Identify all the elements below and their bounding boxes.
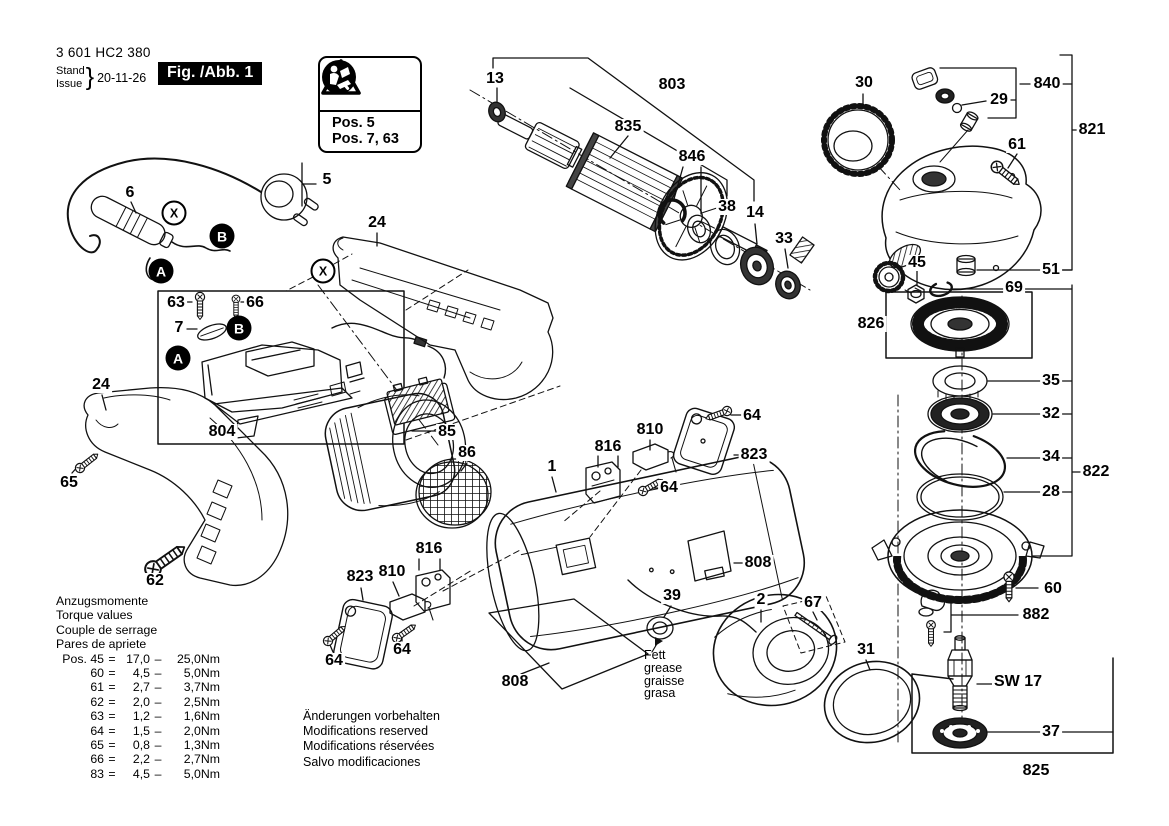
torque-cell: = [108, 709, 116, 724]
title-block [56, 45, 151, 92]
part-callout-60: 60 [1044, 580, 1062, 597]
part-callout-803: 803 [658, 76, 686, 93]
torque-cell: = [108, 666, 116, 681]
assembly-marker-a: A [149, 259, 174, 284]
part-callout-826: 826 [857, 315, 885, 332]
torque-cell: 2,0Nm [183, 723, 220, 738]
part-callout-28: 28 [1042, 483, 1060, 500]
torque-cell: 61 [90, 680, 104, 695]
warning-label-box [318, 56, 422, 153]
torque-cell: – [154, 738, 162, 753]
part-callout-64: 64 [393, 641, 411, 658]
part-callout-825: 825 [1022, 762, 1050, 779]
torque-cell: 62 [90, 694, 104, 709]
torque-cell: 0,8 [132, 738, 150, 753]
torque-row [56, 652, 220, 666]
torque-title: Pares de apriete [56, 637, 147, 652]
part-callout-45: 45 [908, 254, 926, 271]
torque-table [56, 594, 220, 781]
part-callout-66: 66 [246, 294, 264, 311]
torque-row [56, 680, 220, 694]
part-callout-6: 6 [125, 184, 135, 201]
grease-note [644, 649, 684, 700]
issue-row [56, 63, 151, 92]
part-callout-808: 808 [744, 554, 772, 571]
torque-cell: 1,6Nm [183, 709, 220, 724]
torque-cell: 4,5 [132, 666, 150, 681]
torque-cell: 1,5 [132, 723, 150, 738]
assembly-marker-b: B [227, 316, 252, 341]
part-callout-804: 804 [208, 423, 236, 440]
part-callout-31: 31 [857, 641, 875, 658]
part-callout-823: 823 [740, 446, 768, 463]
torque-row [56, 738, 220, 752]
warning-pos-line-2: Pos. 7, 63 [332, 131, 399, 148]
part-callout-816: 816 [415, 540, 443, 557]
modification-note-line: Modifications reserved [303, 724, 429, 739]
torque-cell: – [154, 709, 162, 724]
modification-note-line: Modifications réservées [303, 739, 435, 754]
assembly-marker-x: X [162, 201, 187, 226]
part-callout-808: 808 [501, 673, 529, 690]
part-callout-13: 13 [486, 70, 504, 87]
part-callout-29: 29 [990, 91, 1008, 108]
part-callout-39: 39 [663, 587, 681, 604]
torque-cell: 5,0Nm [183, 666, 220, 681]
modification-note-line: Änderungen vorbehalten [303, 709, 440, 723]
part-callout-64: 64 [743, 407, 761, 424]
torque-cell: – [154, 666, 162, 681]
torque-cell: 2,0 [132, 694, 150, 709]
torque-cell: 2,7Nm [183, 752, 220, 767]
torque-cell: 2,5Nm [183, 694, 220, 709]
part-callout-821: 821 [1078, 121, 1106, 138]
torque-cell: 60 [90, 666, 104, 681]
torque-title: Anzugsmomente [56, 594, 149, 608]
torque-cell: 1,2 [132, 709, 150, 724]
nameplate-drawings [489, 531, 744, 689]
part-callout-63: 63 [167, 294, 185, 311]
part-callout-846: 846 [678, 148, 706, 165]
torque-cell: 2,2 [132, 752, 150, 767]
torque-cell: – [154, 694, 162, 709]
part-callout-24: 24 [92, 376, 110, 393]
torque-cell: 1,3Nm [183, 738, 220, 753]
part-callout-7: 7 [174, 319, 184, 336]
part-callout-62: 62 [146, 572, 164, 589]
torque-row [56, 709, 220, 723]
document-number: 3 601 HC2 380 [56, 45, 151, 60]
part-callout-822: 822 [1082, 463, 1110, 480]
spindle-drawing [912, 636, 1113, 753]
grease-note-line: grease [644, 660, 683, 675]
torque-cell: – [154, 651, 162, 666]
part-callout-65: 65 [60, 474, 78, 491]
torque-cell: 64 [90, 723, 104, 738]
torque-cell: = [108, 766, 116, 781]
issue-date: 20-11-26 [97, 70, 147, 85]
stand-label: Stand [56, 64, 85, 77]
brace-glyph: } [85, 63, 95, 91]
part-callout-64: 64 [660, 479, 678, 496]
part-callout-sw-17: SW 17 [993, 673, 1043, 690]
grease-note-line: Fett [644, 648, 666, 662]
torque-cell: – [154, 766, 162, 781]
part-callout-810: 810 [378, 563, 406, 580]
issue-label: Issue [56, 77, 83, 90]
torque-row [56, 752, 220, 766]
part-callout-5: 5 [322, 171, 332, 188]
torque-row [56, 767, 220, 781]
assembly-marker-b: B [210, 224, 235, 249]
part-callout-86: 86 [458, 444, 476, 461]
part-callout-24: 24 [368, 214, 386, 231]
part-callout-64: 64 [325, 652, 343, 669]
part-callout-882: 882 [1022, 606, 1050, 623]
torque-cell: 4,5 [132, 766, 150, 781]
torque-row [56, 695, 220, 709]
torque-title: Couple de serrage [56, 622, 158, 637]
part-callout-816: 816 [594, 438, 622, 455]
assembly-marker-x: X [311, 259, 336, 284]
torque-cell: 2,7 [132, 680, 150, 695]
part-callout-840: 840 [1033, 75, 1061, 92]
torque-cell: = [108, 752, 116, 767]
part-callout-69: 69 [1005, 279, 1023, 296]
torque-cell: 65 [90, 738, 104, 753]
assembly-marker-a: A [166, 346, 191, 371]
torque-row [56, 724, 220, 738]
torque-cell: 63 [90, 709, 104, 724]
torque-cell: 83 [90, 766, 104, 781]
stator-drawing [647, 581, 929, 753]
torque-cell: 25,0Nm [176, 651, 220, 666]
part-callout-61: 61 [1008, 136, 1026, 153]
part-callout-835: 835 [614, 118, 642, 135]
modification-note-line: Salvo modificaciones [303, 754, 421, 769]
part-callout-14: 14 [746, 204, 764, 221]
part-callout-1: 1 [547, 458, 557, 475]
armature-drawing [479, 58, 814, 302]
part-callout-35: 35 [1042, 372, 1060, 389]
part-callout-38: 38 [718, 198, 736, 215]
torque-cell: 5,0Nm [183, 766, 220, 781]
figure-label: Fig. /Abb. 1 [158, 62, 262, 85]
part-callout-34: 34 [1042, 448, 1060, 465]
torque-cell: 3,7Nm [183, 680, 220, 695]
torque-cell: 66 [90, 752, 104, 767]
part-callout-37: 37 [1042, 723, 1060, 740]
part-callout-32: 32 [1042, 405, 1060, 422]
warning-pos-line-1: Pos. 5 [332, 115, 375, 131]
torque-cell: Pos. 45 [62, 651, 104, 666]
part-callout-85: 85 [438, 423, 456, 440]
part-callout-33: 33 [775, 230, 793, 247]
part-callout-2: 2 [756, 591, 766, 608]
part-callout-30: 30 [855, 74, 873, 91]
torque-cell: – [154, 752, 162, 767]
torque-cell: – [154, 723, 162, 738]
part-callout-810: 810 [636, 421, 664, 438]
torque-cell: = [108, 694, 116, 709]
torque-cell: – [154, 680, 162, 695]
handle-upper-drawing [333, 233, 553, 399]
grease-note-line: grasa [644, 686, 676, 701]
torque-cell: = [108, 738, 116, 753]
torque-row [56, 666, 220, 680]
torque-cell: = [108, 723, 116, 738]
ring-gear-drawing [824, 94, 892, 174]
part-callout-51: 51 [1042, 261, 1060, 278]
grease-note-line: graisse [644, 673, 685, 688]
modification-notes [303, 709, 440, 770]
torque-cell: = [108, 651, 116, 666]
part-callout-67: 67 [804, 594, 822, 611]
part-callout-823: 823 [346, 568, 374, 585]
power-cord-drawing [68, 159, 320, 281]
torque-cell: = [108, 680, 116, 695]
torque-title: Torque values [56, 608, 133, 623]
torque-cell: 17,0 [126, 651, 150, 666]
